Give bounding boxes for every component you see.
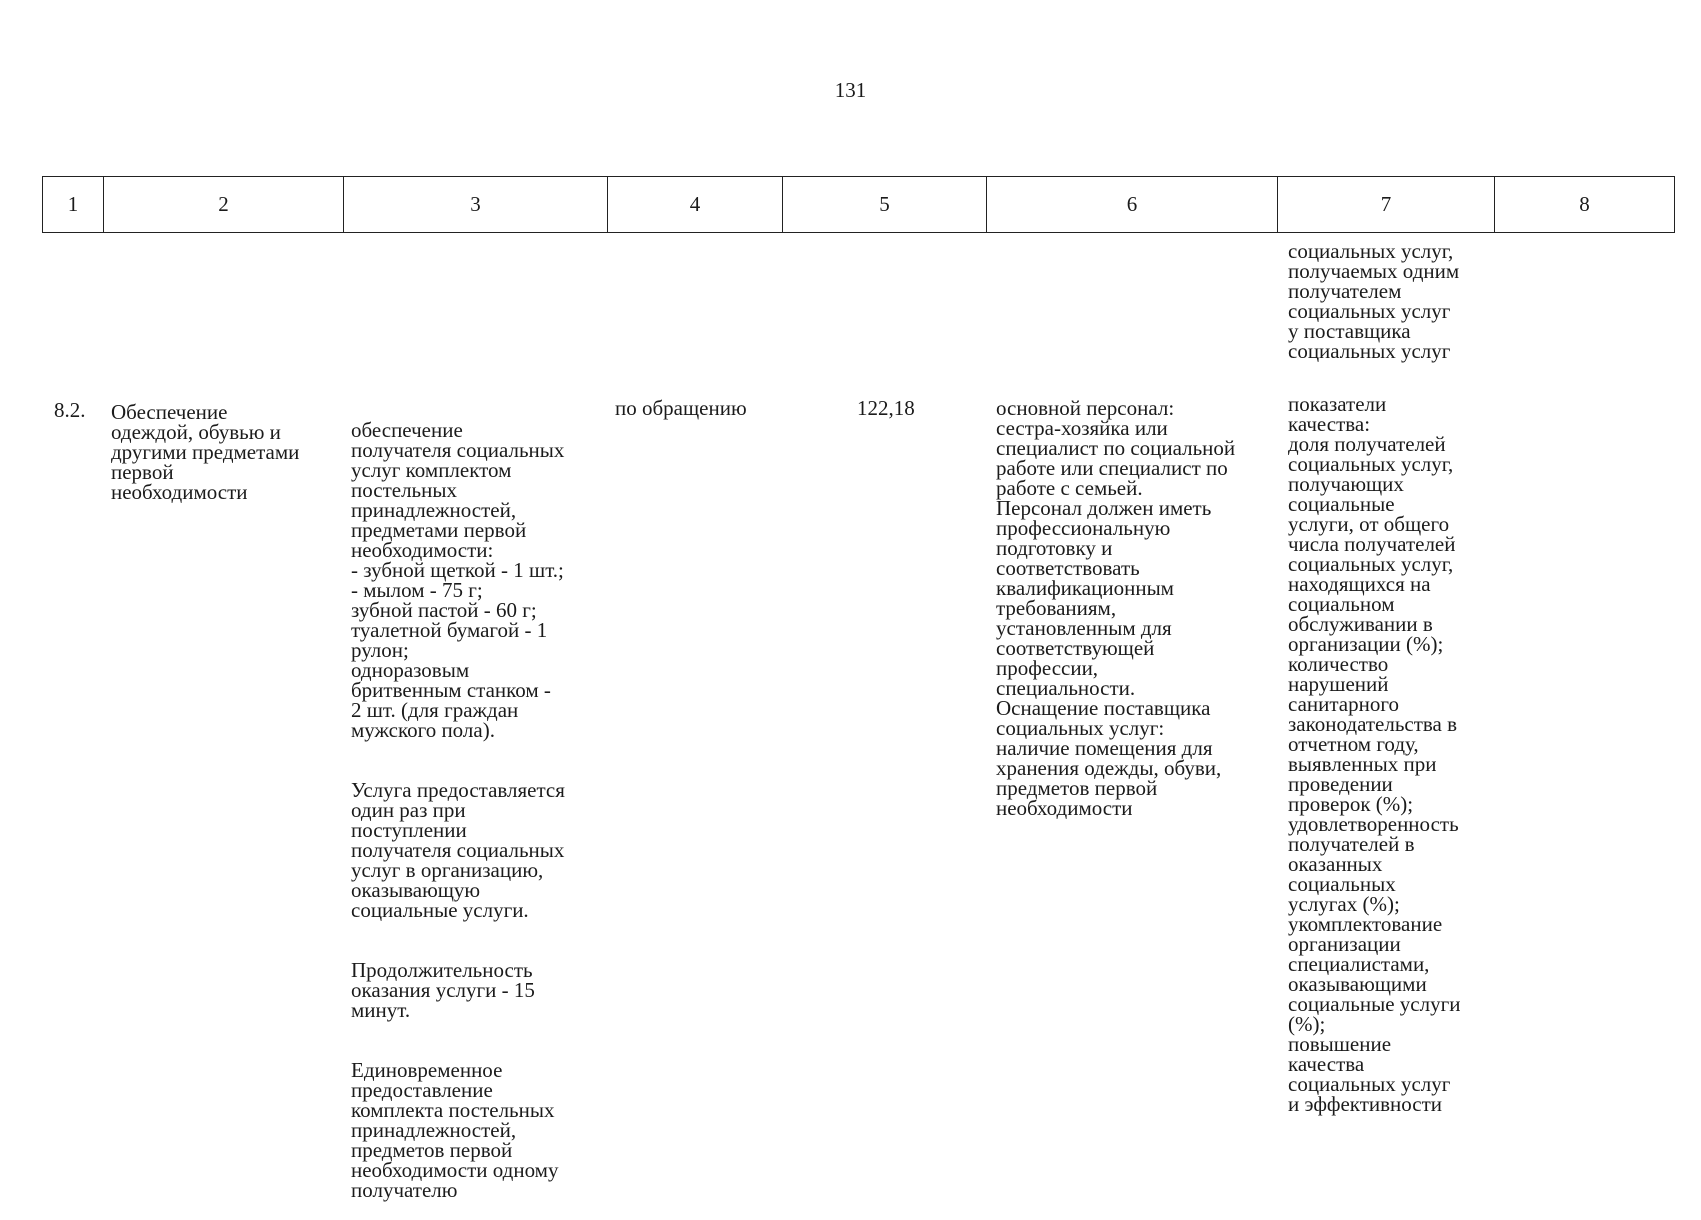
description-paragraph-duration: Продолжительность оказания услуги - 15 минут.	[351, 958, 535, 1022]
service-conditions: основной персонал: сестра-хозяйка или специалист по социальной работе или специалист по работе с семьей. Персонал должен иметь профессиональную подготовку и соответствовать квалификационным требованиям, установленным для соответствующей профессии, специальности. Оснащение поставщика социальных услуг: наличие помещения для хранения одежды, обуви, предметов первой необходимости	[996, 396, 1236, 820]
service-frequency: по обращению	[615, 396, 747, 420]
column-header-1: 1	[43, 177, 104, 233]
service-description	[351, 400, 565, 1220]
column-header-6: 6	[987, 177, 1278, 233]
description-paragraph-contents: обеспечение получателя социальных услуг комплектом постельных принадлежностей, предметами первой необходимости: - зубной щеткой - 1 шт.; - мылом - 75 г; зубной пастой - 60 г; туалетной бумагой - 1 рулон; одноразовым бритвенным станком - 2 шт. (для граждан мужского пола).	[351, 418, 565, 742]
quality-indicators: показатели качества: доля получателей социальных услуг, получающих социальные услуги, от общего числа получателей социальных услуг, находящихся на социальном обслуживании в организации (%); количество нарушений санитарного законодательства в отчетном году, выявленных при проведении проверок (%); удовлетворенность получателей в оказанных социальных услугах (%); укомплектование организации специалистами, оказывающими социальные услуги (%); повышение качества социальных услуг и эффективности	[1288, 392, 1461, 1116]
column-header-8: 8	[1495, 177, 1675, 233]
continuation-quality-text: социальных услуг, получаемых одним получателем социальных услуг у поставщика социальных услуг	[1288, 239, 1460, 363]
column-header-2: 2	[104, 177, 344, 233]
column-header-5: 5	[783, 177, 987, 233]
description-paragraph-volume: Единовременное предоставление комплекта постельных принадлежностей, предметов первой необходимости одному получателю	[351, 1058, 559, 1202]
row-number: 8.2.	[54, 398, 86, 422]
column-header-3: 3	[344, 177, 608, 233]
description-paragraph-frequency: Услуга предоставляется один раз при поступлении получателя социальных услуг в организацию, оказывающую социальные услуги.	[351, 778, 565, 922]
column-header-7: 7	[1278, 177, 1495, 233]
page-number: 131	[834, 78, 867, 102]
column-header-4: 4	[608, 177, 783, 233]
service-name: Обеспечение одеждой, обувью и другими предметами первой необходимости	[111, 400, 300, 504]
service-tariff: 122,18	[857, 396, 915, 420]
column-number-header	[42, 176, 1675, 233]
